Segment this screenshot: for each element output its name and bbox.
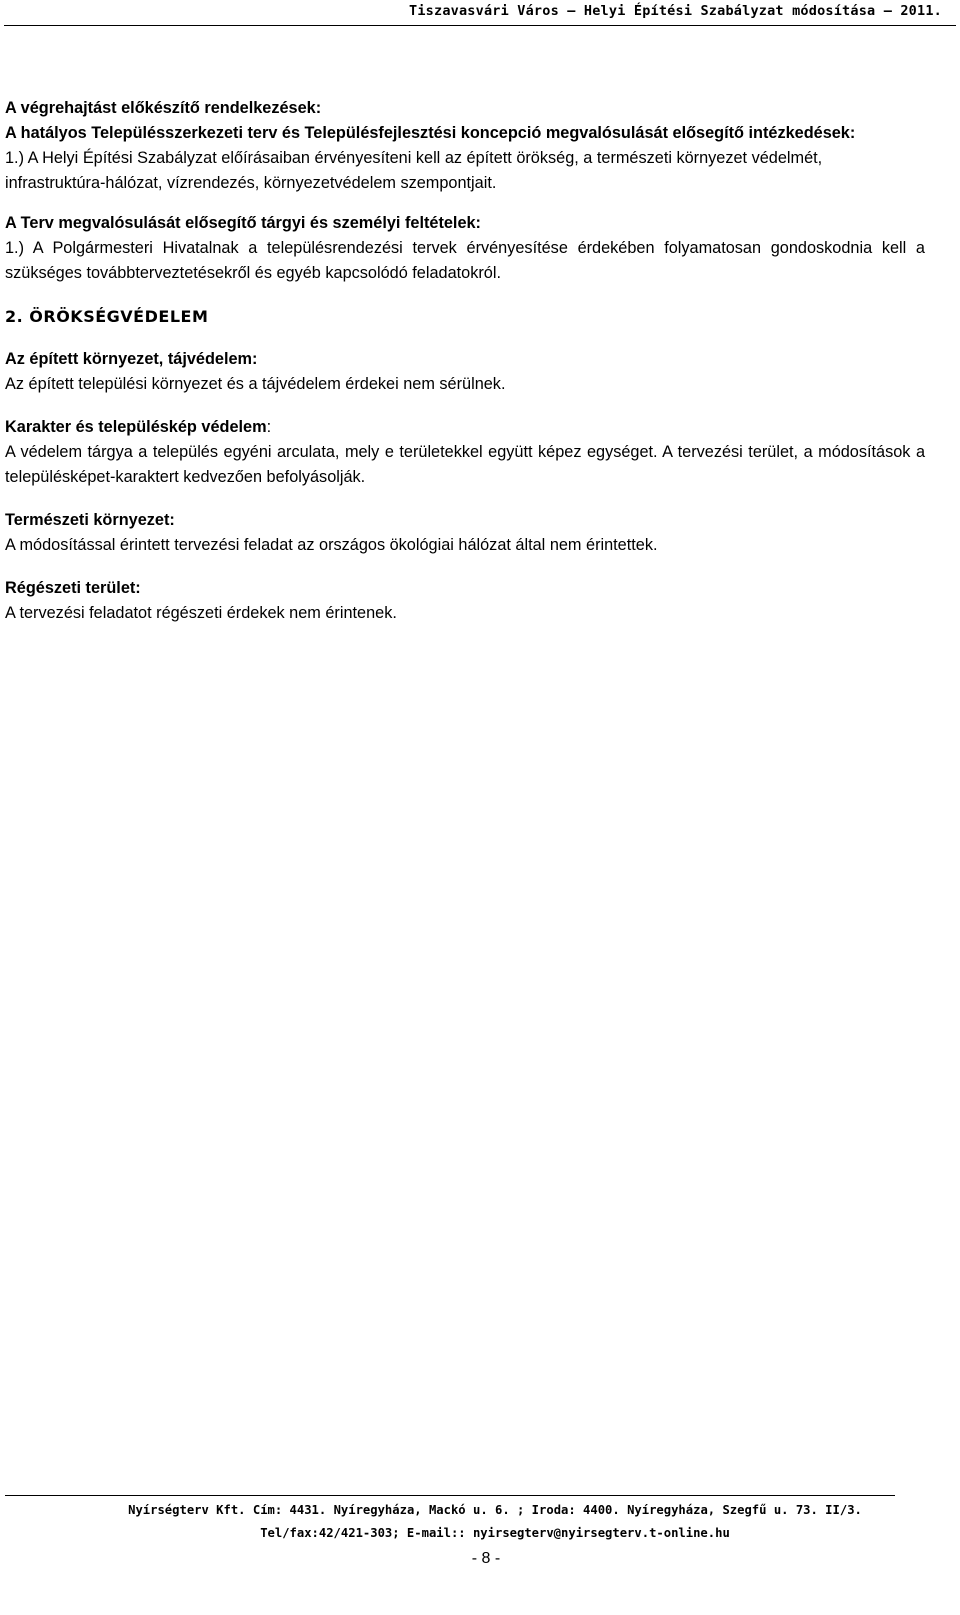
document-body (5, 96, 925, 626)
prep-subheading: A hatályos Településszerkezeti terv és Településfejlesztési koncepció megvalósulását elősegítő intézkedések: (5, 124, 856, 142)
conditions-item: 1.) A Polgármesteri Hivatalnak a településrendezési tervek érvényesítése érdekében folyamatosan gondoskodnia kell a szükséges továbbterveztetésekről és egyéb kapcsolódó feladatokról. (5, 239, 925, 282)
archaeo-heading: Régészeti terület: (5, 579, 141, 597)
natural-heading: Természeti környezet: (5, 511, 175, 529)
section-title: 2. ÖRÖKSÉGVÉDELEM (5, 307, 209, 326)
page-header (0, 0, 960, 28)
conditions-heading: A Terv megvalósulását elősegítő tárgyi és személyi feltételek: (5, 214, 481, 232)
header-divider (4, 25, 956, 26)
page-number: - 8 - (471, 1550, 501, 1567)
footer-address: Nyírségterv Kft. Cím: 4431. Nyíregyháza, Mackó u. 6. ; Iroda: 4400. Nyíregyháza, Szegfű u. 73. II/3. (128, 1503, 862, 1517)
footer-contact: Tel/fax:42/421-303; E-mail:: nyirsegterv@nyirsegterv.t-online.hu (260, 1526, 730, 1540)
character-colon: : (266, 418, 272, 436)
character-text: A védelem tárgya a település egyéni arculata, mely e területekkel együtt képez egységet. A tervezési terület, a módosítások a településképet-karaktert kedvezően befolyásolják. (5, 443, 925, 486)
prep-heading: A végrehajtást előkészítő rendelkezések: (5, 99, 322, 117)
character-heading: Karakter és településkép védelem (5, 418, 267, 436)
natural-text: A módosítással érintett tervezési feladat az országos ökológiai hálózat által nem érintettek. (5, 536, 658, 554)
built-env-text: Az épített települési környezet és a tájvédelem érdekei nem sérülnek. (5, 375, 506, 393)
character-heading-line (5, 415, 925, 440)
header-title: Tiszavasvári Város – Helyi Építési Szabályzat módosítása – 2011. (409, 3, 942, 19)
prep-item: 1.) A Helyi Építési Szabályzat előírásaiban érvényesíteni kell az épített örökség, a természeti környezet védelmét, infrastruktúra-hálózat, vízrendezés, környezetvédelem szempontjait. (5, 149, 823, 192)
archaeo-text: A tervezési feladatot régészeti érdekek nem érintenek. (5, 604, 397, 622)
footer-divider (5, 1495, 895, 1496)
built-env-heading: Az épített környezet, tájvédelem: (5, 350, 258, 368)
